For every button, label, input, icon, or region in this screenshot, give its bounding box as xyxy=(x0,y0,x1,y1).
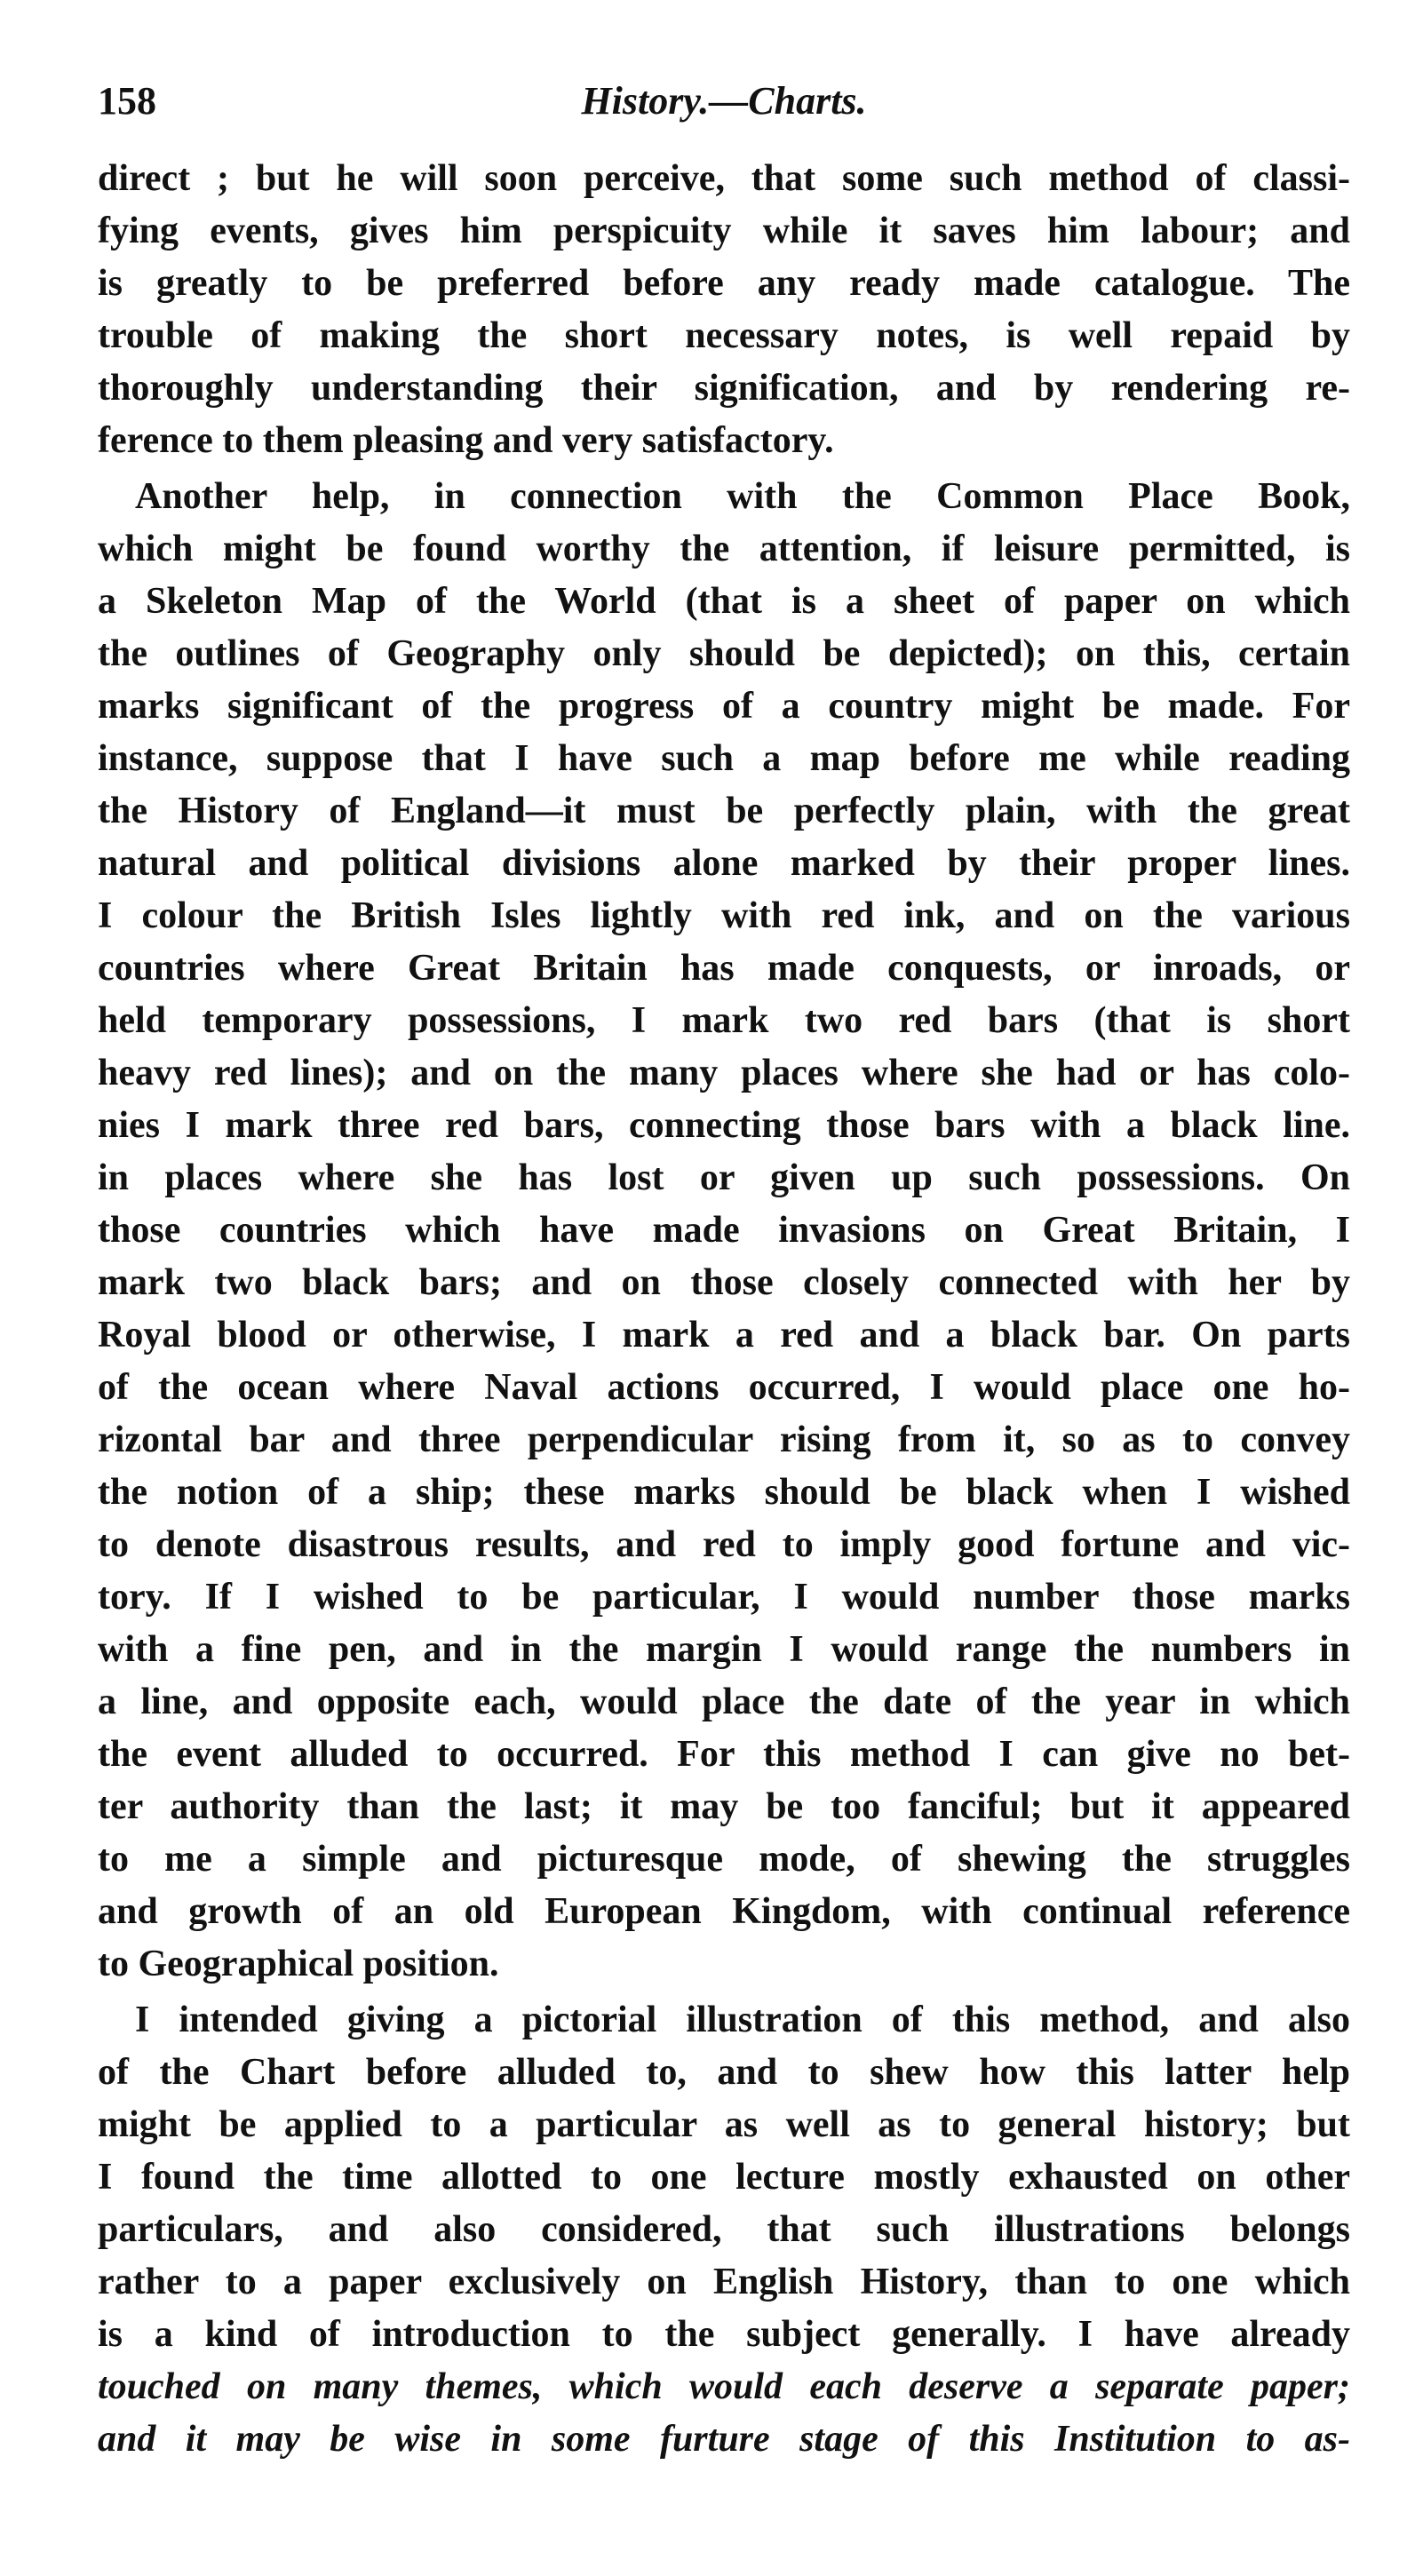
text-line: ter authority than the last; it may be too fanciful; but it appeared xyxy=(98,1786,1350,1827)
text-line: thoroughly understanding their signification, and by rendering re- xyxy=(98,368,1350,409)
text-line: those countries which have made invasions on Great Britain, I xyxy=(98,1210,1350,1251)
text-line: marks significant of the progress of a country might be made. For xyxy=(98,686,1350,727)
paragraph-1 xyxy=(98,153,1350,467)
text-line: a Skeleton Map of the World (that is a sheet of paper on which xyxy=(98,581,1350,622)
text-line: to me a simple and picturesque mode, of shewing the struggles xyxy=(98,1839,1350,1880)
text-line: and growth of an old European Kingdom, with continual reference xyxy=(98,1891,1350,1932)
text-line: of the Chart before alluded to, and to shew how this latter help xyxy=(98,2052,1350,2093)
text-line: of the ocean where Naval actions occurred, I would place one ho- xyxy=(98,1367,1350,1408)
text-line: countries where Great Britain has made conquests, or inroads, or xyxy=(98,948,1350,989)
text-line: to denote disastrous results, and red to imply good fortune and vic- xyxy=(98,1524,1350,1565)
text-line: trouble of making the short necessary notes, is well repaid by xyxy=(98,315,1350,356)
paragraph-2 xyxy=(98,471,1350,1991)
running-title: History.—Charts. xyxy=(581,79,867,123)
text-line: natural and political divisions alone marked by their proper lines. xyxy=(98,843,1350,884)
text-line: heavy red lines); and on the many places where she had or has colo- xyxy=(98,1053,1350,1093)
text-line: touched on many themes, which would each deserve a separate paper; xyxy=(98,2366,1350,2407)
text-line: instance, suppose that I have such a map before me while reading xyxy=(98,738,1350,779)
text-line: in places where she has lost or given up such possessions. On xyxy=(98,1157,1350,1198)
paragraph-3 xyxy=(98,1994,1350,2466)
text-line: particulars, and also considered, that such illustrations belongs xyxy=(98,2209,1350,2250)
text-line: fying events, gives him perspicuity while it saves him labour; and xyxy=(98,211,1350,251)
page-number: 158 xyxy=(98,79,156,123)
text-line: the event alluded to occurred. For this method I can give no bet- xyxy=(98,1734,1350,1775)
text-line: Another help, in connection with the Common Place Book, xyxy=(135,476,1350,517)
text-line: to Geographical position. xyxy=(98,1944,499,1984)
text-line: with a fine pen, and in the margin I would range the numbers in xyxy=(98,1629,1350,1670)
text-line: Royal blood or otherwise, I mark a red and a black bar. On parts xyxy=(98,1315,1350,1356)
text-line: nies I mark three red bars, connecting those bars with a black line. xyxy=(98,1105,1350,1146)
text-line: direct ; but he will soon perceive, that some such method of classi- xyxy=(98,158,1350,199)
text-line: mark two black bars; and on those closely connected with her by xyxy=(98,1262,1350,1303)
text-line: ference to them pleasing and very satisfactory. xyxy=(98,420,834,461)
text-line: the notion of a ship; these marks should be black when I wished xyxy=(98,1472,1350,1513)
text-line: I colour the British Isles lightly with red ink, and on the various xyxy=(98,895,1350,936)
text-line: the outlines of Geography only should be depicted); on this, certain xyxy=(98,633,1350,674)
text-line: the History of England—it must be perfectly plain, with the great xyxy=(98,791,1350,831)
text-line: I found the time allotted to one lecture mostly exhausted on other xyxy=(98,2157,1350,2198)
text-line: held temporary possessions, I mark two red bars (that is short xyxy=(98,1000,1350,1041)
book-page xyxy=(98,78,1350,2466)
text-line: rizontal bar and three perpendicular rising from it, so as to convey xyxy=(98,1419,1350,1460)
text-line: is a kind of introduction to the subject generally. I have already xyxy=(98,2314,1350,2355)
text-line: might be applied to a particular as well as to general history; but xyxy=(98,2104,1350,2145)
text-line: a line, and opposite each, would place the date of the year in which xyxy=(98,1682,1350,1722)
running-header xyxy=(98,78,1350,140)
text-line: rather to a paper exclusively on English History, than to one which xyxy=(98,2262,1350,2302)
text-line: tory. If I wished to be particular, I would number those marks xyxy=(98,1577,1350,1618)
text-line: I intended giving a pictorial illustration of this method, and also xyxy=(135,2000,1350,2040)
body-text xyxy=(98,153,1350,2466)
text-line: is greatly to be preferred before any ready made catalogue. The xyxy=(98,263,1350,304)
text-line: which might be found worthy the attention, if leisure permitted, is xyxy=(98,529,1350,569)
text-line: and it may be wise in some furture stage of this Institution to as- xyxy=(98,2419,1350,2460)
